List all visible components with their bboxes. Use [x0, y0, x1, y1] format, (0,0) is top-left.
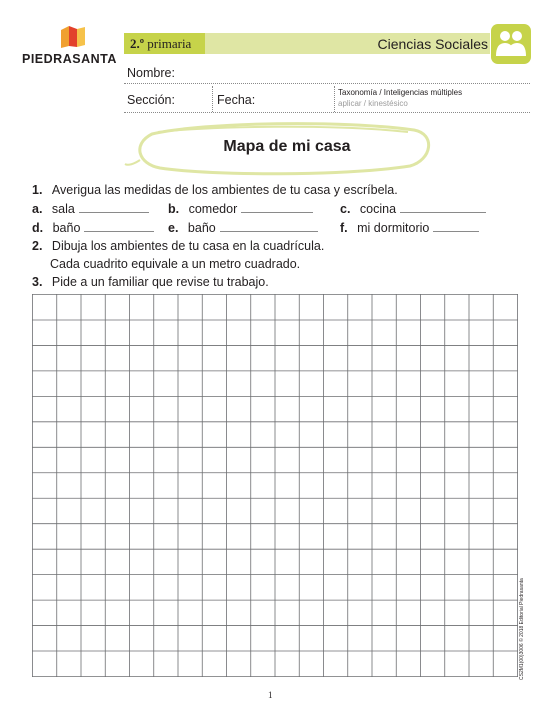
grade-text: primaria	[144, 36, 192, 51]
room-letter: e.	[168, 221, 179, 235]
instruction-text: Pide a un familiar que revise tu trabajo.	[51, 275, 269, 289]
room-letter: a.	[32, 202, 43, 216]
people-icon	[491, 24, 531, 64]
room-item-d	[32, 221, 154, 235]
answer-line[interactable]	[400, 202, 486, 213]
instruction-text: Dibuja los ambientes de tu casa en la cuadrícula.	[51, 239, 325, 253]
publisher-code: CS2M1(00)3006 © 2018 Editorial Piedrasanta	[519, 578, 525, 680]
worksheet-title: Mapa de mi casa	[223, 138, 351, 155]
room-item-c	[340, 202, 486, 216]
date-label: Fecha:	[217, 93, 256, 107]
instruction-number: 3.	[32, 275, 43, 289]
room-item-e	[168, 221, 318, 235]
instruction-text: Averigua las medidas de los ambientes de tu casa y escríbela.	[51, 183, 398, 197]
drawing-grid[interactable]	[32, 294, 518, 677]
form-separator	[334, 86, 336, 112]
instruction-2	[32, 239, 324, 253]
room-letter: d.	[32, 221, 44, 235]
answer-line[interactable]	[220, 221, 318, 232]
room-name: cocina	[359, 202, 397, 216]
room-letter: f.	[340, 221, 348, 235]
brand-name: PIEDRASANTA	[22, 52, 117, 66]
room-name: baño	[52, 221, 81, 235]
subject-title: Ciencias Sociales	[377, 36, 488, 52]
room-name: mi dormitorio	[357, 221, 430, 235]
room-letter: c.	[340, 202, 351, 216]
answer-line[interactable]	[433, 221, 479, 232]
instruction-number: 1.	[32, 183, 43, 197]
room-letter: b.	[168, 202, 180, 216]
room-item-f	[340, 221, 479, 235]
page-number: 1	[268, 690, 273, 700]
name-line[interactable]	[124, 83, 530, 84]
form-separator	[212, 86, 214, 112]
instruction-1	[32, 183, 398, 197]
piedrasanta-logo-mark	[61, 26, 85, 50]
section-label: Sección:	[127, 93, 175, 107]
taxonomy-label: Taxonomía / Inteligencias múltiples	[338, 88, 463, 97]
name-label: Nombre:	[127, 66, 175, 80]
answer-line[interactable]	[84, 221, 154, 232]
room-item-a	[32, 202, 149, 216]
answer-line[interactable]	[79, 202, 149, 213]
room-name: baño	[187, 221, 216, 235]
form-bottom-line	[124, 112, 530, 113]
instruction-2-continued: Cada cuadrito equivale a un metro cuadrado.	[50, 257, 301, 271]
room-name: comedor	[188, 202, 238, 216]
grade-label	[130, 36, 191, 52]
grade-number: 2.º	[130, 36, 145, 51]
room-item-b	[168, 202, 313, 216]
instruction-3	[32, 275, 269, 289]
answer-line[interactable]	[241, 202, 313, 213]
room-name: sala	[51, 202, 75, 216]
taxonomy-value: aplicar / kinestésico	[338, 99, 408, 108]
instruction-number: 2.	[32, 239, 43, 253]
